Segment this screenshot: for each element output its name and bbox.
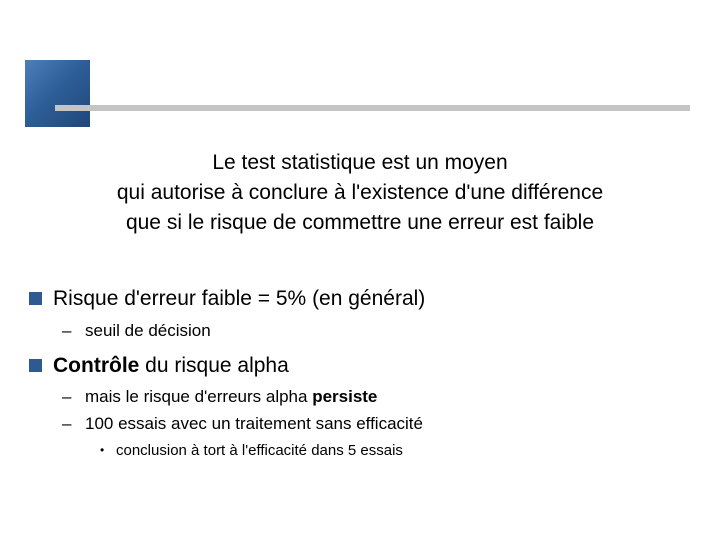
bullet-square-icon bbox=[29, 292, 42, 305]
bullet-2-text bbox=[53, 353, 289, 379]
bullet-2-bold: Contrôle bbox=[53, 354, 140, 377]
intro-line-3: que si le risque de commettre une erreur est faible bbox=[125, 211, 595, 234]
decorative-rule bbox=[55, 105, 690, 111]
dash-icon: – bbox=[62, 321, 72, 340]
intro-line-2: qui autorise à conclure à l'existence d'une différence bbox=[116, 181, 604, 204]
bullet-2-rest: du risque alpha bbox=[139, 354, 289, 377]
bullet-1-text: Risque d'erreur faible = 5% (en général) bbox=[53, 287, 426, 310]
bullet-square-icon bbox=[29, 359, 42, 372]
bullet-2-sub-2: 100 essais avec un traitement sans efficacité bbox=[85, 414, 423, 433]
bullet-2-sub-1-text: mais le risque d'erreurs alpha bbox=[85, 387, 313, 406]
intro-paragraph bbox=[0, 148, 720, 238]
bullet-1-sub-1: seuil de décision bbox=[85, 321, 211, 340]
decorative-square bbox=[25, 60, 90, 127]
intro-line-1: Le test statistique est un moyen bbox=[212, 151, 508, 174]
bullet-2-sub-1 bbox=[85, 386, 377, 408]
bullet-2-sub-1-bold: persiste bbox=[312, 387, 378, 406]
bullet-2-sub-2-detail: conclusion à tort à l'efficacité dans 5 essais bbox=[116, 442, 403, 459]
dash-icon: – bbox=[62, 414, 72, 433]
bullet-dot-icon: • bbox=[100, 443, 105, 457]
dash-icon: – bbox=[62, 387, 72, 406]
